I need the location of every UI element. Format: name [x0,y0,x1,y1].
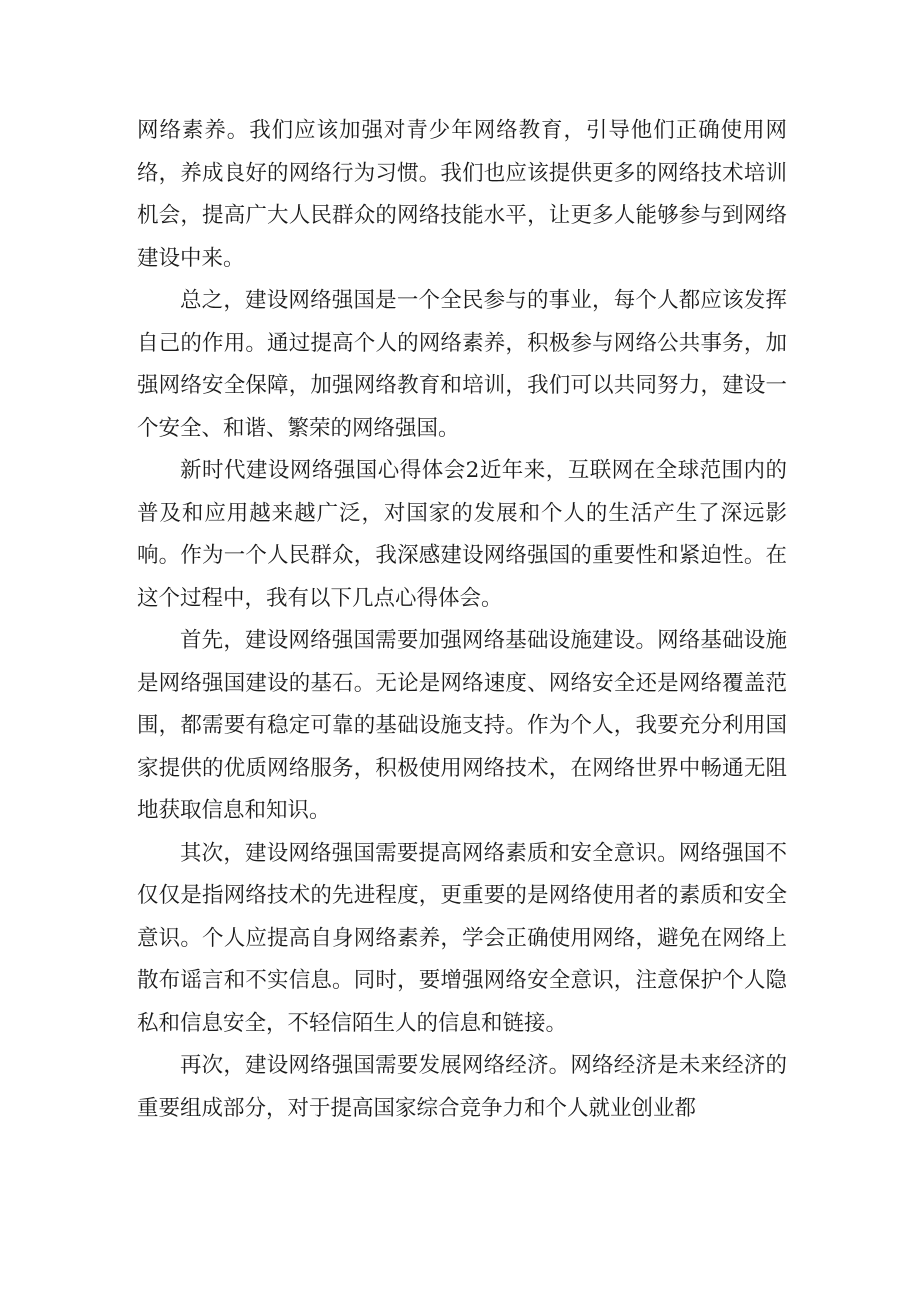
paragraph-2: 总之，建设网络强国是一个全民参与的事业，每个人都应该发挥自己的作用。通过提高个人的网络素养，积极参与网络公共事务，加强网络安全保障，加强网络教育和培训，我们可以共同努力，建设一个安全、和谐、繁荣的网络强国。 [137,288,787,441]
paragraph-1: 网络素养。我们应该加强对青少年网络教育，引导他们正确使用网络，养成良好的网络行为习惯。我们也应该提供更多的网络技术培训机会，提高广大人民群众的网络技能水平，让更多人能够参与到网络建设中来。 [137,118,787,271]
paragraph-4: 首先，建设网络强国需要加强网络基础设施建设。网络基础设施是网络强国建设的基石。无论是网络速度、网络安全还是网络覆盖范围，都需要有稳定可靠的基础设施支持。作为个人，我要充分利用国家提供的优质网络服务，积极使用网络技术，在网络世界中畅通无阻地获取信息和知识。 [137,628,787,823]
paragraph-3: 新时代建设网络强国心得体会2近年来，互联网在全球范围内的普及和应用越来越广泛，对国家的发展和个人的生活产生了深远影响。作为一个人民群众，我深感建设网络强国的重要性和紧迫性。在这个过程中，我有以下几点心得体会。 [137,458,787,611]
paragraph-6: 再次，建设网络强国需要发展网络经济。网络经济是未来经济的重要组成部分，对于提高国家综合竞争力和个人就业创业都 [137,1053,787,1121]
paragraph-5: 其次，建设网络强国需要提高网络素质和安全意识。网络强国不仅仅是指网络技术的先进程度，更重要的是网络使用者的素质和安全意识。个人应提高自身网络素养，学会正确使用网络，避免在网络上散布谣言和不实信息。同时，要增强网络安全意识，注意保护个人隐私和信息安全，不轻信陌生人的信息和链接。 [137,840,787,1036]
document-body [137,110,787,1130]
